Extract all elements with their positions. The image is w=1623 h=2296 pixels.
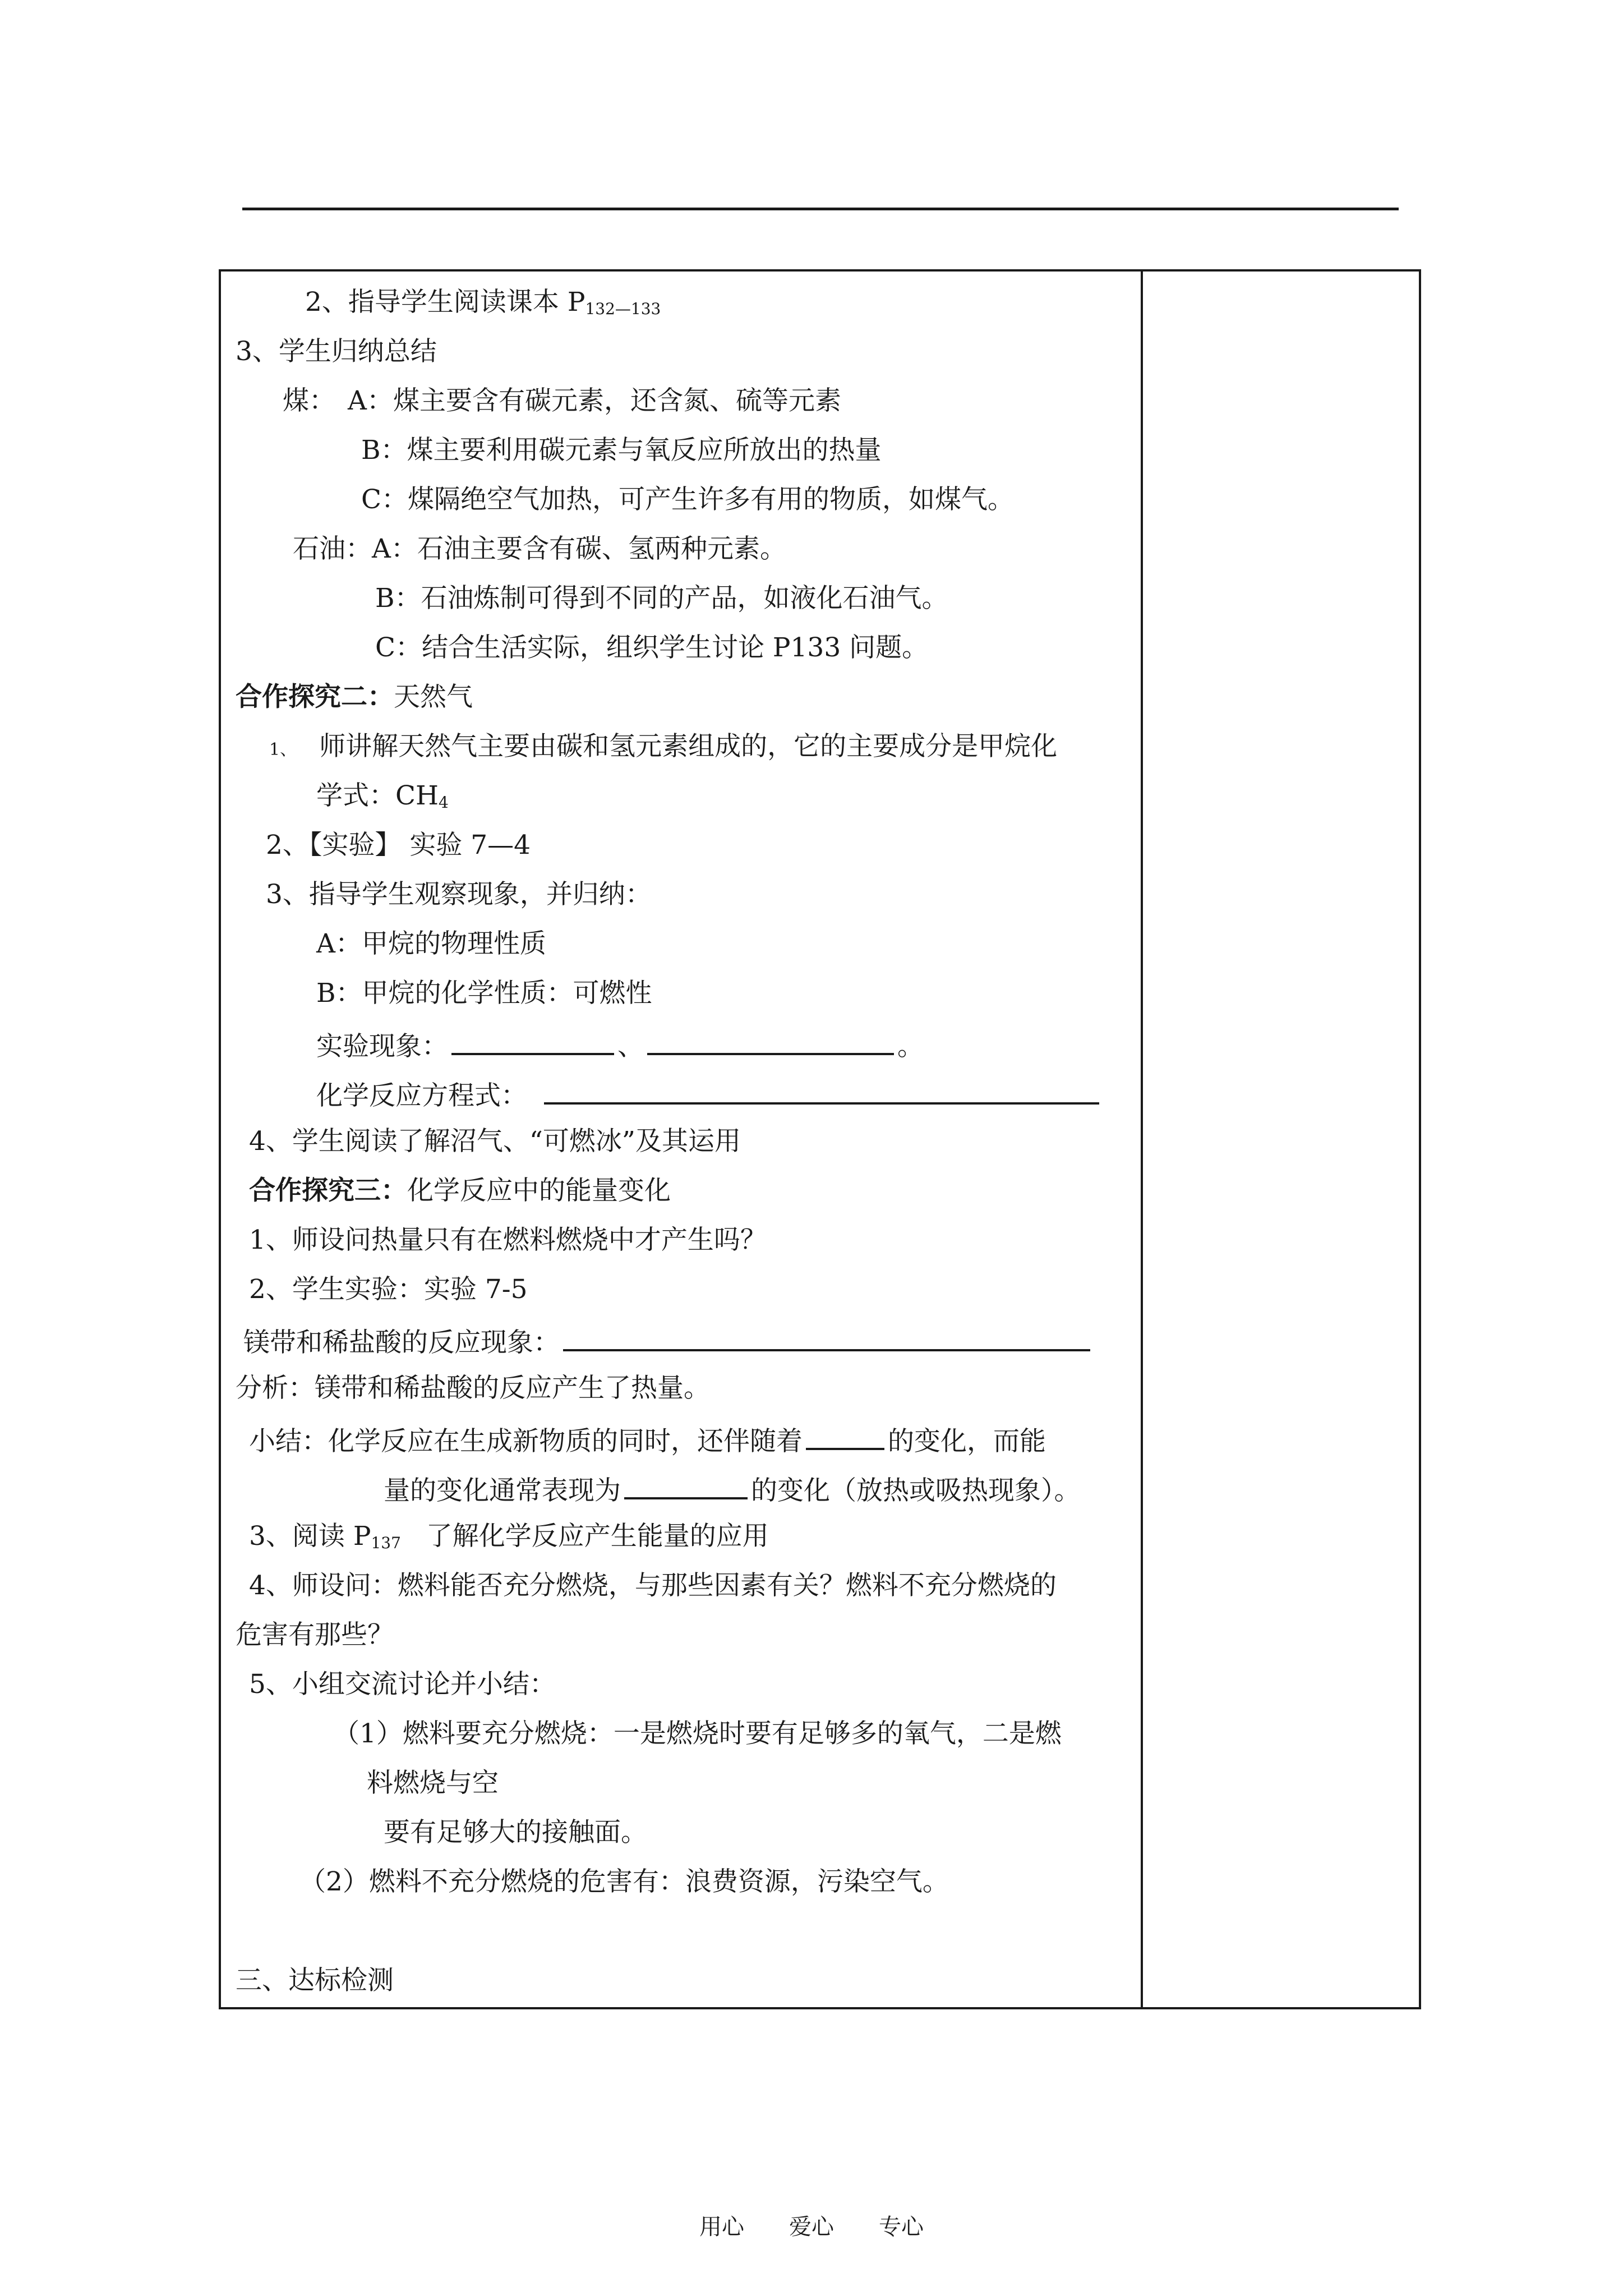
conclusion-1-cont: 料燃烧与空 xyxy=(367,1768,499,1798)
summary-line-2: 量的变化通常表现为 的变化（放热或吸热现象）。 xyxy=(384,1471,1081,1507)
conclusion-1-end: 要有足够大的接触面。 xyxy=(384,1817,647,1848)
blank-equation xyxy=(544,1076,1099,1105)
energy-question: 1、师设问热量只有在燃料燃烧中才产生吗？ xyxy=(249,1225,767,1255)
observe-step: 3、指导学生观察现象，并归纳： xyxy=(266,879,652,910)
methane-physical: A：甲烷的物理性质 xyxy=(316,928,546,959)
coal-point-c: C：煤隔绝空气加热，可产生许多有用的物质，如煤气。 xyxy=(361,484,1014,515)
methane-formula: 学式：$CH_4$ xyxy=(316,780,449,812)
conclusion-1: （1）燃料要充分燃烧：一是燃烧时要有足够多的氧气，二是燃 xyxy=(333,1718,1062,1749)
experiment-7-4: 2、【实验】 实验 7—4 xyxy=(266,830,531,861)
magnesium-reaction: 镁带和稀盐酸的反应现象： xyxy=(243,1323,1094,1359)
footer-word-2: 爱心 xyxy=(789,2214,834,2240)
oil-point-c: C：结合生活实际，组织学生讨论 P133 问题。 xyxy=(375,632,929,663)
analysis-line: 分析：镁带和稀盐酸的反应产生了热量。 xyxy=(236,1373,710,1404)
read-biogas: 4、学生阅读了解沼气、“可燃冰”及其运用 xyxy=(249,1126,741,1157)
natural-gas-point-1: 1、 师讲解天然气主要由碳和氢元素组成的，它的主要成分是甲烷化 xyxy=(269,731,1058,762)
step-read-textbook: 2、指导学生阅读课本 $P_{132—133}$ xyxy=(305,287,661,318)
coal-point-a: 煤： A：煤主要含有碳元素，还含氮、硫等元素 xyxy=(283,385,841,416)
page-footer xyxy=(0,2213,1623,2241)
blank-summary-1 xyxy=(806,1422,884,1450)
footer-word-1: 用心 xyxy=(699,2214,744,2240)
conclusion-2: （2）燃料不充分燃烧的危害有：浪费资源，污染空气。 xyxy=(299,1866,949,1897)
experiment-7-5: 2、学生实验：实验 7-5 xyxy=(249,1274,528,1305)
blank-summary-2 xyxy=(624,1471,748,1499)
experiment-phenomenon: 实验现象： 、 。 xyxy=(316,1027,924,1062)
oil-point-b: B：石油炼制可得到不同的产品，如液化石油气。 xyxy=(375,583,948,614)
read-energy-application: 3、阅读 $P_{137}$ 了解化学反应产生能量的应用 xyxy=(249,1521,769,1552)
coal-point-b: B：煤主要利用碳元素与氧反应所放出的热量 xyxy=(361,435,882,466)
group-discussion: 5、小组交流讨论并小结： xyxy=(249,1669,556,1700)
footer-word-3: 专心 xyxy=(879,2214,924,2240)
section-natural-gas: 合作探究二：天然气 xyxy=(236,682,473,712)
blank-phenomenon-1 xyxy=(451,1027,614,1055)
lesson-table xyxy=(219,269,1421,2009)
section-assessment: 三、达标检测 xyxy=(236,1965,394,1996)
reaction-equation: 化学反应方程式： xyxy=(316,1076,1103,1112)
step-summarize: 3、学生归纳总结 xyxy=(236,336,437,367)
summary-line-1: 小结：化学反应在生成新物质的同时，还伴随着 的变化，而能 xyxy=(249,1422,1046,1457)
section-energy-change: 合作探究三：化学反应中的能量变化 xyxy=(249,1175,671,1206)
methane-chemical: B：甲烷的化学性质：可燃性 xyxy=(316,978,652,1009)
oil-point-a: 石油：A：石油主要含有碳、氢两种元素。 xyxy=(293,533,786,564)
combustion-question-2: 危害有那些？ xyxy=(236,1619,394,1650)
header-rule xyxy=(242,208,1399,210)
combustion-question-1: 4、师设问：燃料能否充分燃烧，与那些因素有关？燃料不充分燃烧的 xyxy=(249,1570,1057,1601)
blank-magnesium xyxy=(563,1323,1090,1351)
blank-phenomenon-2 xyxy=(647,1027,894,1055)
column-divider xyxy=(1141,272,1143,2007)
